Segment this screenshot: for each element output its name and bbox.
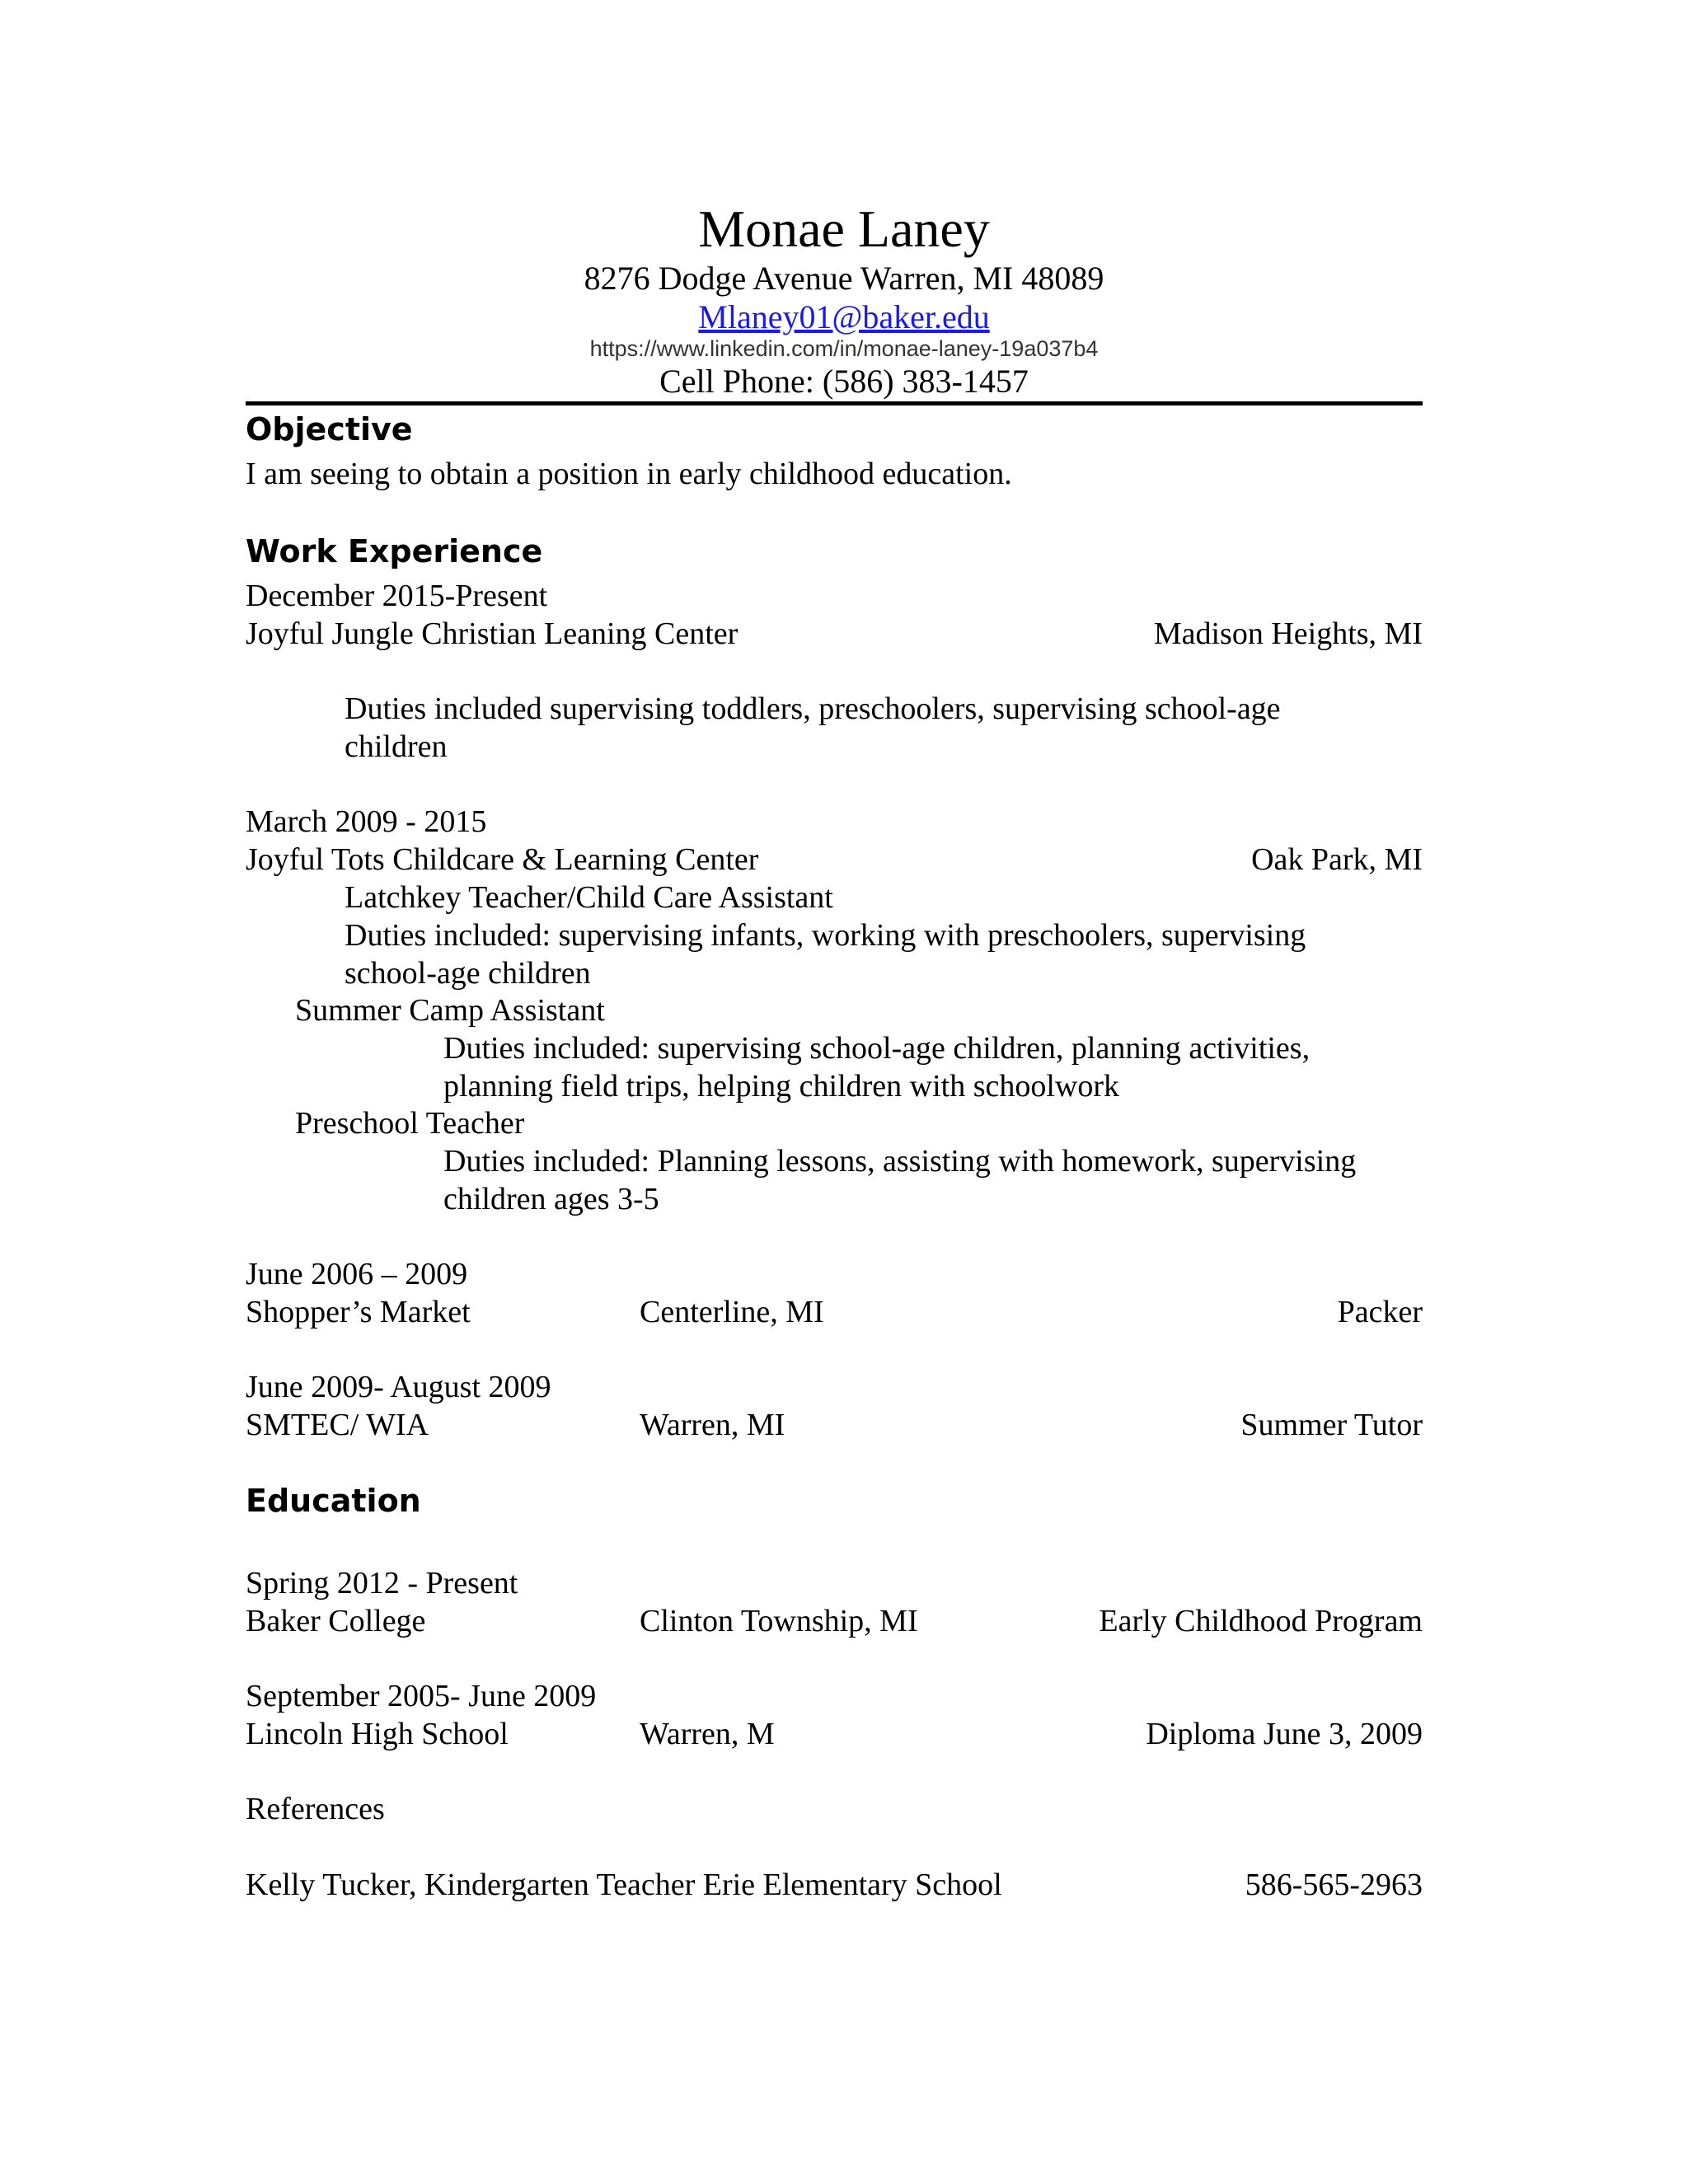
job1-duties-line2: children <box>345 729 448 764</box>
education-heading: Education <box>246 1483 421 1519</box>
job3-location: Centerline, MI <box>640 1295 824 1329</box>
cell-phone: Cell Phone: (586) 383-1457 <box>659 363 1029 400</box>
job2-role2-duties-line2: planning field trips, helping children with schoolwork <box>443 1069 1120 1104</box>
school2-program: Diploma June 3, 2009 <box>1146 1717 1423 1751</box>
job2-role3-duties-line2: children ages 3-5 <box>443 1182 659 1216</box>
job1-dates: December 2015-Present <box>246 579 548 613</box>
job3-title: Packer <box>1337 1295 1423 1329</box>
job2-role1-duties-line2: school-age children <box>345 956 591 991</box>
school2-name: Lincoln High School <box>246 1717 509 1751</box>
school1-name: Baker College <box>246 1604 426 1638</box>
job3-employer: Shopper’s Market <box>246 1295 471 1329</box>
resume-name: Monae Laney <box>698 199 990 258</box>
school1-program: Early Childhood Program <box>1099 1604 1423 1638</box>
job2-role1-duties-line1: Duties included: supervising infants, working with preschoolers, supervising <box>345 918 1306 953</box>
objective-heading: Objective <box>246 411 413 448</box>
job4-title: Summer Tutor <box>1240 1408 1423 1442</box>
school2-location: Warren, M <box>640 1717 775 1751</box>
job4-dates: June 2009- August 2009 <box>246 1370 551 1404</box>
job2-location: Oak Park, MI <box>1251 842 1423 877</box>
job2-employer: Joyful Tots Childcare & Learning Center <box>246 842 759 877</box>
job4-location: Warren, MI <box>640 1408 785 1442</box>
job1-employer: Joyful Jungle Christian Leaning Center <box>246 616 738 651</box>
school1-location: Clinton Township, MI <box>640 1604 918 1638</box>
school2-dates: September 2005- June 2009 <box>246 1679 597 1713</box>
email-link[interactable]: Mlaney01@baker.edu <box>698 298 990 335</box>
job2-role3-duties-line1: Duties included: Planning lessons, assisting with homework, supervising <box>443 1144 1357 1179</box>
objective-text: I am seeing to obtain a position in early childhood education. <box>246 457 1012 491</box>
work-experience-heading: Work Experience <box>246 533 543 569</box>
job3-dates: June 2006 – 2009 <box>246 1257 468 1291</box>
job2-dates: March 2009 - 2015 <box>246 804 487 839</box>
reference1-name: Kelly Tucker, Kindergarten Teacher Erie Elementary School <box>246 1868 1002 1902</box>
references-heading: References <box>246 1792 385 1826</box>
school1-dates: Spring 2012 - Present <box>246 1566 518 1601</box>
job2-role3: Preschool Teacher <box>295 1106 525 1141</box>
linkedin-url[interactable]: https://www.linkedin.com/in/monae-laney-19a037b4 <box>589 336 1099 361</box>
job2-role2: Summer Camp Assistant <box>295 993 605 1028</box>
job1-location: Madison Heights, MI <box>1153 616 1423 651</box>
job4-employer: SMTEC/ WIA <box>246 1408 429 1442</box>
reference1-phone: 586-565-2963 <box>1245 1868 1423 1902</box>
job2-role1: Latchkey Teacher/Child Care Assistant <box>345 880 833 915</box>
header-divider <box>246 401 1423 405</box>
address: 8276 Dodge Avenue Warren, MI 48089 <box>584 260 1104 297</box>
job2-role2-duties-line1: Duties included: supervising school-age children, planning activities, <box>443 1031 1311 1066</box>
job1-duties-line1: Duties included supervising toddlers, preschoolers, supervising school-age <box>345 691 1281 726</box>
